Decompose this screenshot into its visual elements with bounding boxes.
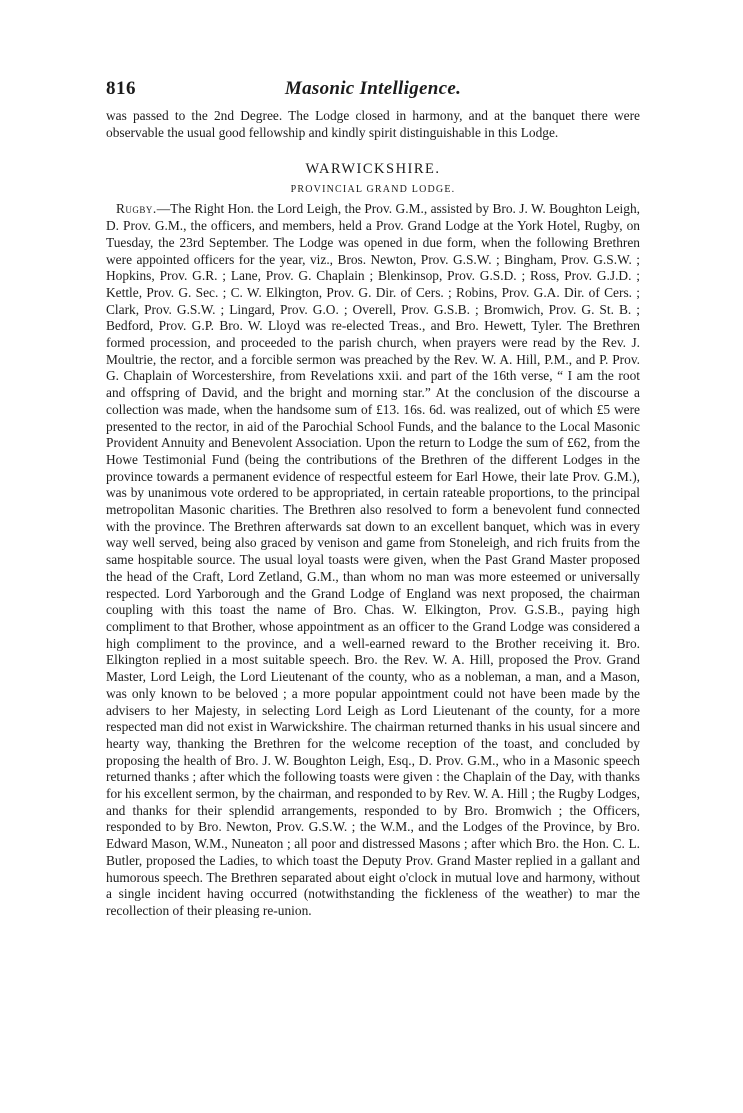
report-paragraph xyxy=(106,201,640,919)
lead-place-name: Rugby. xyxy=(116,201,157,217)
report-body-text: —The Right Hon. the Lord Leigh, the Prov. G.M., assisted by Bro. J. W. Boughton Leigh, D. Prov. G.M., the officers, and members, held a Prov. Grand Lodge at the York Hotel, Rugby, on Tuesday, the 23rd September. The Lodge was opened in due form, when the following Brethren were appointed officers for the year, viz., Bros. Newton, Prov. G.S.W. ; Bingham, Prov. G.S.W. ; Hopkins, Prov. G.R. ; Lane, Prov. G. Chaplain ; Blenkinsop, Prov. G.S.D. ; Ross, Prov. G.J.D. ; Kettle, Prov. G. Sec. ; C. W. Elkington, Prov. G. Dir. of Cers. ; Robins, Prov. G.A. Dir. of Cers. ; Clark, Prov. G.S.W. ; Lingard, Prov. G.O. ; Overell, Prov. G.S.B. ; Bromwich, Prov. G. St. B. ; Bedford, Prov. G.P. Bro. W. Lloyd was re-elected Treas., and Bro. Hewett, Tyler. The Brethren formed procession, and proceeded to the parish church, when prayers were read by the Rev. J. Moultrie, the rector, and a forcible sermon was preached by the Rev. W. A. Hill, P.M., and P. Prov. G. Chaplain of Worcestershire, from Revelations xxii. and part of the 16th verse, “ I am the root and offspring of David, and the bright and morning star.” At the conclusion of the discourse a collection was made, when the handsome sum of £13. 16s. 6d. was realized, out of which £5 were presented to the rector, in aid of the Parochial School Funds, and the balance to the Local Masonic Provident Annuity and Benevolent Association. Upon the return to Lodge the sum of £62, from the Howe Testimonial Fund (being the contributions of the Brethren of the different Lodges in the province towards a permanent evidence of respectful esteem for Earl Howe, their late Prov. G.M.), was by unanimous vote ordered to be appropriated, in certain rateable proportions, to the principal metropolitan Masonic charities. The Brethren also resolved to form a benevolent fund connected with the province. The Brethren afterwards sat down to an excellent banquet, which was in every way well served, being also graced by venison and game from Stoneleigh, and rich fruits from the same hospitable source. The usual loyal toasts were given, when the Past Grand Master proposed the head of the Craft, Lord Zetland, G.M., than whom no man was more esteemed or universally respected. Lord Yarborough and the Grand Lodge of England was next proposed, the chairman coupling with this toast the name of Bro. Chas. W. Elkington, Prov. G.S.B., paying high compliment to that Brother, whose appointment as an officer to the Grand Lodge was considered a high compliment to the province, and a well-earned reward to the Brother receiving it. Bro. Elkington replied in a most suitable speech. Bro. the Rev. W. A. Hill, proposed the Prov. Grand Master, Lord Leigh, the Lord Lieutenant of the county, who as a nobleman, a man, and a Mason, was only known to be beloved ; a more popular appointment could not have been made by the advisers to her Majesty, in selecting Lord Leigh as Lord Lieutenant of the county, for a more respected man did not exist in Warwickshire. The chairman returned thanks in his usual sincere and hearty way, thanking the Brethren for the welcome reception of the toast, and concluded by proposing the health of Bro. J. W. Boughton Leigh, Esq., D. Prov. G.M., who in a Masonic speech returned thanks ; after which the following toasts were given : the Chaplain of the Day, with thanks for his excellent sermon, by the chairman, and responded to by Rev. W. A. Hill ; the Rugby Lodges, and thanks for their splendid arrangements, responded to by Bro. Bromwich ; the Officers, responded to by Bro. Newton, Prov. G.S.W. ; the W.M., and the Lodges of the Province, by Bro. Edward Mason, W.M., Nuneaton ; all poor and distressed Masons ; after which Bro. the Hon. C. L. Butler, proposed the Ladies, to which toast the Deputy Prov. Grand Master replied in a gallant and humorous speech. The Brethren separated about eight o'clock in mutual love and harmony, without a single incident having occurred (notwithstanding the fickleness of the weather) to mar the recollection of their pleasing re-union. xyxy=(106,201,640,918)
running-head xyxy=(106,78,640,108)
running-title: Masonic Intelligence. xyxy=(284,78,462,99)
document-page xyxy=(106,78,640,920)
section-subheading: PROVINCIAL GRAND LODGE. xyxy=(290,184,456,196)
page-number: 816 xyxy=(106,78,136,99)
continued-paragraph: was passed to the 2nd Degree. The Lodge closed in harmony, and at the banquet there were observable the usual good fellowship and kindly spirit distinguishable in this Lodge. xyxy=(106,108,640,140)
section-heading: WARWICKSHIRE. xyxy=(305,161,441,178)
